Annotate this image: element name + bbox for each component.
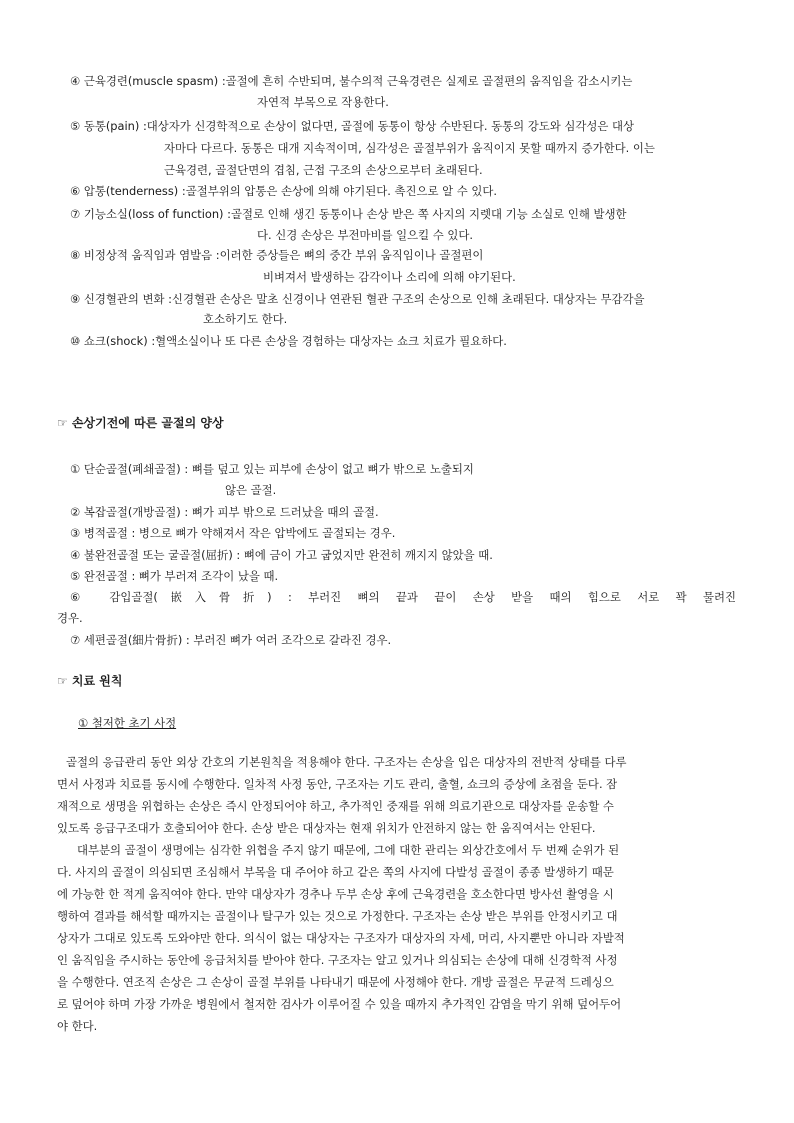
paragraph-line: 인 움직임을 주시하는 동안에 응급처치를 받아야 한다. 구조자는 알고 있거나 의심되는 손상에 대해 신경학적 사정 <box>57 953 618 967</box>
symptom-tenderness-line1: ⑥ 압통(tenderness) :골절부위의 압통은 손상에 의해 야기된다. 촉진으로 알 수 있다. <box>70 184 497 198</box>
symptom-pain-line1: ⑤ 동통(pain) :대상자가 신경학적으로 손상이 없다면, 골절에 동통이 항상 수반된다. 동통의 강도와 심각성은 대상 <box>70 119 634 133</box>
paragraph-line: 로 덮어야 하며 가장 가까운 병원에서 철저한 검사가 이루어질 수 있을 때까지 추가적인 감염을 막기 위해 덮어두어 <box>57 997 622 1011</box>
paragraph-line: 다. 사지의 골절이 의심되면 조심해서 부목을 대 주어야 하고 같은 쪽의 사지에 다발성 골절이 종종 발생하기 때문 <box>57 865 614 879</box>
symptom-crepitus-line2: 비벼져서 발생하는 감각이나 소리에 의해 야기된다. <box>263 270 516 284</box>
paragraph-line: 골절의 응급관리 동안 외상 간호의 기본원칙을 적용해야 한다. 구조자는 손상을 입은 대상자의 전반적 상태를 다루 <box>66 755 627 769</box>
paragraph-line: 재적으로 생명을 위협하는 손상은 즉시 안정되어야 하고, 추가적인 중재를 위해 의료기관으로 대상자를 운송할 수 <box>57 799 614 813</box>
fracture-type-simple-line2: 않은 골절. <box>225 483 277 497</box>
symptom-shock-line1: ⑩ 쇼크(shock) :혈액소실이나 또 다른 손상을 경험하는 대상자는 쇼크 치료가 필요하다. <box>70 334 507 348</box>
paragraph-line: 에 가능한 한 적게 움직여야 한다. 만약 대상자가 경추나 두부 손상 후에 근육경련을 호소한다면 방사선 촬영을 시 <box>57 887 614 901</box>
symptom-muscle-spasm-line1: ④ 근육경련(muscle spasm) :골절에 흔히 수반되며, 불수의적 근육경련은 실제로 골절편의 움직임을 감소시키는 <box>70 74 633 88</box>
section-title-fracture-types: ☞ 손상기전에 따른 골절의 양상 <box>57 416 224 430</box>
paragraph-line: 상자가 그대로 있도록 도와야만 한다. 의식이 없는 대상자는 구조자가 대상자의 자세, 머리, 사지뿐만 아니라 자발적 <box>57 931 625 945</box>
fracture-type-pathologic: ③ 병적골절 : 병으로 뼈가 약해져서 작은 압박에도 골절되는 경우. <box>70 526 396 540</box>
fracture-type-simple-line1: ① 단순골절(폐쇄골절) : 뼈를 덮고 있는 피부에 손상이 없고 뼈가 밖으로 노출되지 <box>70 462 474 476</box>
fracture-type-impacted-line2: 경우. <box>57 611 83 625</box>
paragraph-line: 면서 사정과 치료를 동시에 수행한다. 일차적 사정 동안, 구조자는 기도 관리, 출혈, 쇼크의 증상에 초점을 둔다. 잠 <box>57 777 618 791</box>
symptom-loss-of-function-line1: ⑦ 기능소실(loss of function) :골절로 인해 생긴 동통이나 손상 받은 쪽 사지의 지렛대 기능 소실로 인해 발생한 <box>70 207 627 221</box>
paragraph-line: 있도록 응급구조대가 호출되어야 한다. 손상 받은 대상자는 현재 위치가 안전하지 않는 한 움직여서는 안된다. <box>57 821 596 835</box>
paragraph-line: 대부분의 골절이 생명에는 심각한 위협을 주지 않기 때문에, 그에 대한 관리는 외상간호에서 두 번째 순위가 된 <box>77 843 620 857</box>
symptom-pain-line3: 근육경련, 골절단면의 겹침, 근접 구조의 손상으로부터 초래된다. <box>164 163 483 177</box>
symptom-neurovascular-line1: ⑨ 신경혈관의 변화 :신경혈관 손상은 말초 신경이나 연관된 혈관 구조의 손상으로 인해 초래된다. 대상자는 무감각을 <box>70 292 645 306</box>
paragraph-line: 행하여 결과를 해석할 때까지는 골절이나 탈구가 있는 것으로 가정한다. 구조자는 손상 받은 부위를 안정시키고 대 <box>57 909 618 923</box>
symptom-crepitus-line1: ⑧ 비정상적 움직임과 염발음 :이러한 증상들은 뼈의 중간 부위 움직임이나 골절편이 <box>70 248 484 262</box>
section-title-treatment: ☞ 치료 원칙 <box>57 674 123 688</box>
fracture-type-compound: ② 복잡골절(개방골절) : 뼈가 피부 밖으로 드러났을 때의 골절. <box>70 505 379 519</box>
symptom-loss-of-function-line2: 다. 신경 손상은 부전마비를 일으킬 수 있다. <box>257 228 474 242</box>
fracture-type-comminuted: ⑦ 세편골절(細片骨折) : 부러진 뼈가 여러 조각으로 갈라진 경우. <box>70 633 392 647</box>
fracture-type-incomplete: ④ 불완전골절 또는 굴골절(屈折) : 뼈에 금이 가고 굽었지만 완전히 깨지지 않았을 때. <box>70 548 493 562</box>
symptom-pain-line2: 자마다 다르다. 동통은 대개 지속적이며, 심각성은 골절부위가 움직이지 못할 때까지 증가한다. 이는 <box>164 141 655 155</box>
fracture-type-impacted-line1: ⑥ 감입골절(嵌入骨折) : 부러진 뼈의 끝과 끝이 손상 받을 때의 힘으로 서로 꽉 물려진 <box>70 590 736 604</box>
symptom-neurovascular-line2: 호소하기도 한다. <box>203 312 288 326</box>
symptom-muscle-spasm-line2: 자연적 부목으로 작용한다. <box>257 95 389 109</box>
subsection-initial-assessment: ① 철저한 초기 사정 <box>78 716 177 730</box>
paragraph-line: 야 한다. <box>57 1019 98 1033</box>
paragraph-line: 을 수행한다. 연조직 손상은 그 손상이 골절 부위를 나타내기 때문에 사정해야 한다. 개방 골절은 무균적 드레싱으 <box>57 975 614 989</box>
fracture-type-complete: ⑤ 완전골절 : 뼈가 부러져 조각이 났을 때. <box>70 569 279 583</box>
